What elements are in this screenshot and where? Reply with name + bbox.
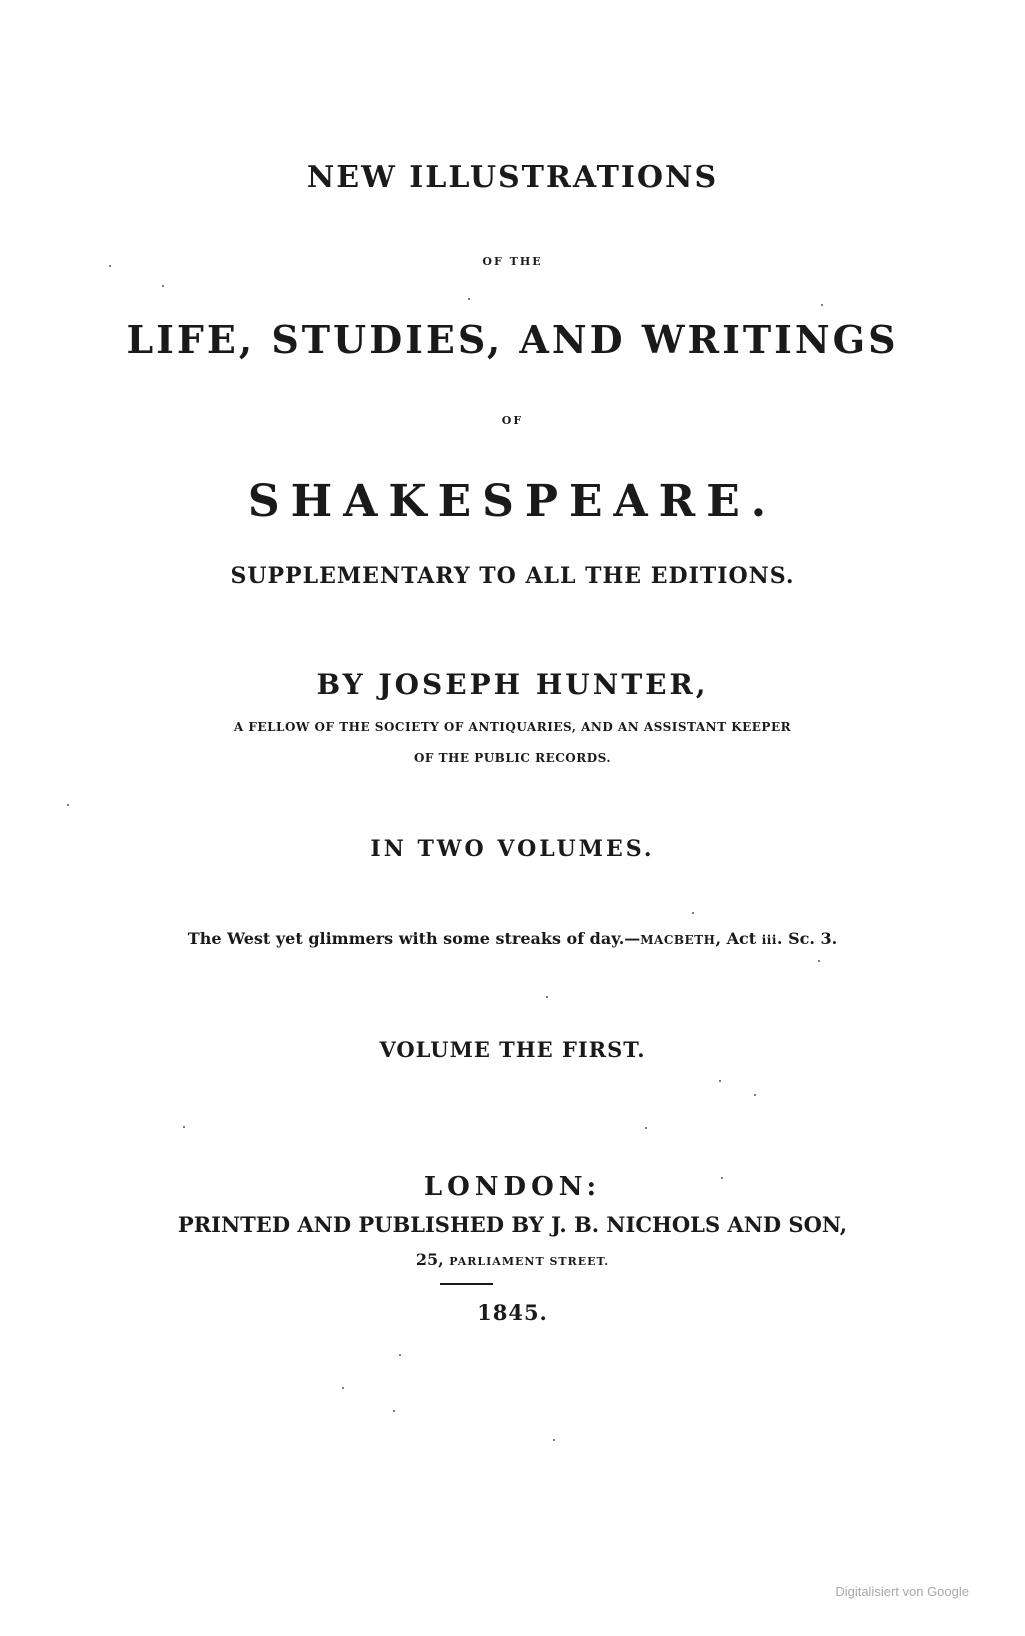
scan-speck (818, 960, 820, 962)
imprint-address-number: 25, (415, 1250, 444, 1269)
epigraph-quote: The West yet glimmers with some streaks of day.— (187, 929, 641, 948)
of-connector: OF (501, 414, 524, 427)
epigraph-reference-post: . Sc. 3. (776, 929, 838, 948)
imprint-rule (440, 1283, 493, 1285)
scan-speck (67, 804, 69, 806)
scan-speck (342, 1387, 344, 1389)
epigraph (0, 931, 1025, 947)
imprint-publisher: PRINTED AND PUBLISHED BY J. B. NICHOLS AND SON, (177, 1212, 848, 1237)
scan-speck (721, 1177, 723, 1179)
author-description-line-1: A FELLOW OF THE SOCIETY OF ANTIQUARIES, AND AN ASSISTANT KEEPER (233, 720, 792, 734)
imprint-place: LONDON: (423, 1172, 602, 1202)
author-description-line-2: OF THE PUBLIC RECORDS. (413, 751, 612, 765)
scan-speck (553, 1439, 555, 1441)
scan-speck (393, 1410, 395, 1412)
imprint-address (0, 1252, 1025, 1268)
imprint-address-street: PARLIAMENT STREET. (449, 1255, 610, 1268)
scan-speck (183, 1126, 185, 1128)
scan-speck (754, 1094, 756, 1096)
scan-speck (109, 265, 111, 267)
scan-speck (821, 304, 823, 306)
scan-speck (399, 1354, 401, 1356)
title-line-3: SHAKESPEARE. (247, 476, 778, 527)
volume-count: IN TWO VOLUMES. (370, 836, 655, 862)
scan-speck (162, 285, 164, 287)
epigraph-act: iii (761, 933, 777, 947)
scan-speck (468, 298, 470, 300)
author-line: BY JOSEPH HUNTER, (316, 668, 709, 701)
scan-speck (719, 1080, 721, 1082)
scan-speck (645, 1127, 647, 1129)
imprint-year: 1845. (477, 1300, 548, 1325)
epigraph-reference-pre: , Act (715, 929, 762, 948)
epigraph-source: MACBETH (640, 933, 716, 947)
subtitle: SUPPLEMENTARY TO ALL THE EDITIONS. (230, 563, 795, 589)
volume-label: VOLUME THE FIRST. (379, 1037, 646, 1062)
digitization-watermark: Digitalisiert von Google (835, 1584, 969, 1599)
title-line-2: LIFE, STUDIES, AND WRITINGS (126, 317, 899, 362)
scan-speck (546, 996, 548, 998)
scan-speck (692, 912, 694, 914)
title-line-1: NEW ILLUSTRATIONS (306, 160, 719, 195)
of-the-connector: OF THE (482, 255, 543, 268)
